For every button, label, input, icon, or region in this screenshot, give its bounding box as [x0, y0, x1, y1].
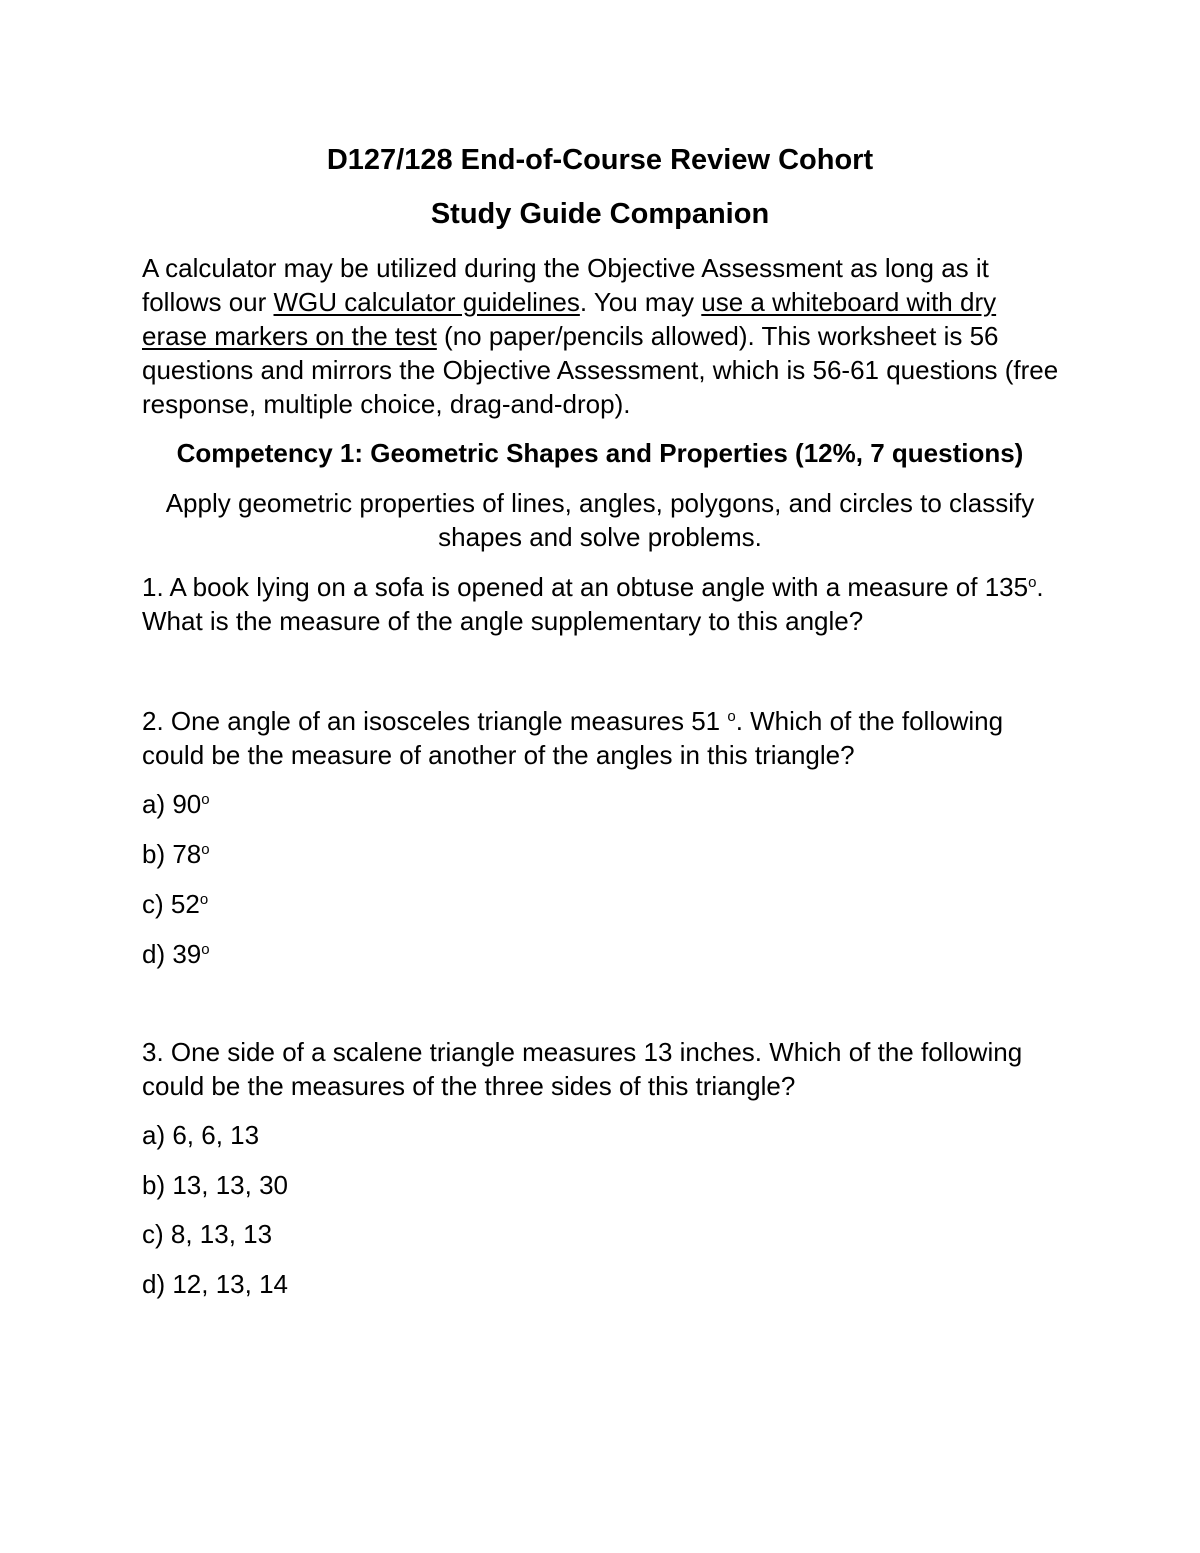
question-3-option-a: a) 6, 6, 13 — [142, 1120, 260, 1150]
degree-symbol: o — [201, 941, 210, 958]
calculator-guidelines-link[interactable]: WGU calculator guidelines — [273, 287, 580, 317]
option-label: b) 78 — [142, 839, 202, 869]
question-3: 3. One side of a scalene triangle measures 13 inches. Which of the following could be the measures of the three sides of this triangle? — [142, 1037, 1023, 1101]
document-title: D127/128 End-of-Course Review Cohort — [326, 144, 874, 176]
question-3-option-d: d) 12, 13, 14 — [142, 1269, 288, 1299]
intro-text-1: A calculator may be utilized during the Objective Assessment as long as it follows our — [142, 253, 989, 317]
question-3-option-b: b) 13, 13, 30 — [142, 1170, 288, 1200]
question-1 — [142, 570, 1062, 638]
question-2-text-a: 2. One angle of an isosceles triangle measures 51 — [142, 706, 728, 736]
degree-symbol: o — [201, 841, 210, 858]
degree-symbol: o — [1028, 574, 1037, 591]
option-label: c) 52 — [142, 889, 200, 919]
question-2 — [142, 704, 1062, 772]
option-label: a) 90 — [142, 789, 202, 819]
degree-symbol: o — [727, 708, 736, 725]
whiteboard-link[interactable]: use a whiteboard with dry erase markers on the test — [142, 287, 997, 351]
question-2-text-b: . Which of the following could be the measure of another of the angles in this triangle? — [142, 706, 1004, 770]
question-2-option-c — [142, 887, 208, 921]
option-label: d) 39 — [142, 939, 202, 969]
question-2-option-d — [142, 937, 210, 971]
question-2-option-b — [142, 837, 210, 871]
question-2-option-a — [142, 787, 210, 821]
question-1-text-b: . What is the measure of the angle supplementary to this angle? — [142, 572, 1044, 636]
competency-description: Apply geometric properties of lines, angles, polygons, and circles to classify shapes and solve problems. — [165, 488, 1035, 552]
intro-text-2: . You may — [579, 287, 702, 317]
competency-heading: Competency 1: Geometric Shapes and Properties (12%, 7 questions) — [176, 438, 1024, 468]
intro-paragraph — [142, 251, 1062, 421]
document-subtitle: Study Guide Companion — [430, 198, 770, 230]
degree-symbol: o — [199, 891, 209, 908]
question-3-option-c: c) 8, 13, 13 — [142, 1219, 273, 1249]
question-1-text-a: 1. A book lying on a sofa is opened at an obtuse angle with a measure of 135 — [142, 572, 1029, 602]
intro-text-3: (no paper/pencils allowed). This worksheet is 56 questions and mirrors the Objective Assessment, which is 56-61 questions (free response, multiple choice, drag-and-drop). — [142, 321, 1059, 419]
degree-symbol: o — [201, 791, 210, 808]
